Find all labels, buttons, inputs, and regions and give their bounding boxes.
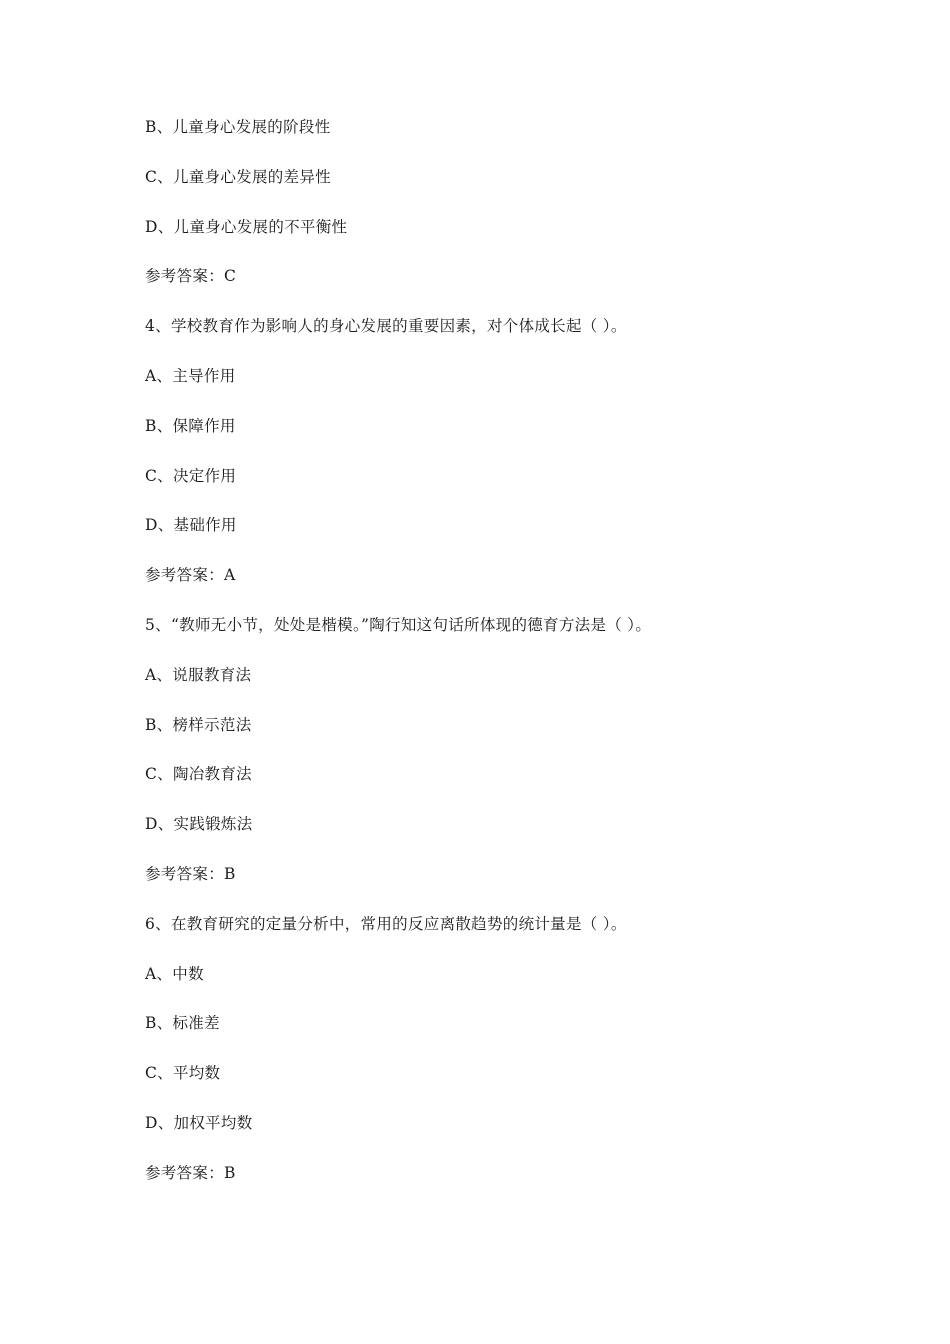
option-a-q6: A、中数 <box>145 964 204 983</box>
option-d-q4: D、基础作用 <box>145 516 237 535</box>
option-c-q4: C、决定作用 <box>145 466 237 485</box>
option-d-q5: D、实践锻炼法 <box>145 815 253 834</box>
question-5: 5、“教师无小节，处处是楷模。”陶行知这句话所体现的德育方法是（ ）。 <box>145 615 652 634</box>
option-b-q6: B、标准差 <box>145 1014 220 1033</box>
document-content <box>145 113 865 1209</box>
option-b-q3: B、儿童身心发展的阶段性 <box>145 118 331 136</box>
option-b-q4: B、保障作用 <box>145 416 236 435</box>
question-4: 4、学校教育作为影响人的身心发展的重要因素，对个体成长起（ ）。 <box>145 317 627 336</box>
option-b-q5: B、榜样示范法 <box>145 715 252 734</box>
option-d-q6: D、加权平均数 <box>145 1113 253 1132</box>
answer-q4: 参考答案：A <box>145 566 236 585</box>
answer-q6: 参考答案：B <box>145 1163 236 1182</box>
option-d-q3: D、儿童身心发展的不平衡性 <box>145 217 348 236</box>
answer-q5: 参考答案：B <box>145 864 236 883</box>
option-c-q3: C、儿童身心发展的差异性 <box>145 167 331 186</box>
answer-q3: 参考答案：C <box>145 267 237 286</box>
option-c-q5: C、陶冶教育法 <box>145 765 252 784</box>
question-6: 6、在教育研究的定量分析中，常用的反应离散趋势的统计量是（ ）。 <box>145 914 627 933</box>
option-c-q6: C、平均数 <box>145 1064 221 1083</box>
option-a-q4: A、主导作用 <box>145 366 236 385</box>
option-a-q5: A、说服教育法 <box>145 665 252 684</box>
